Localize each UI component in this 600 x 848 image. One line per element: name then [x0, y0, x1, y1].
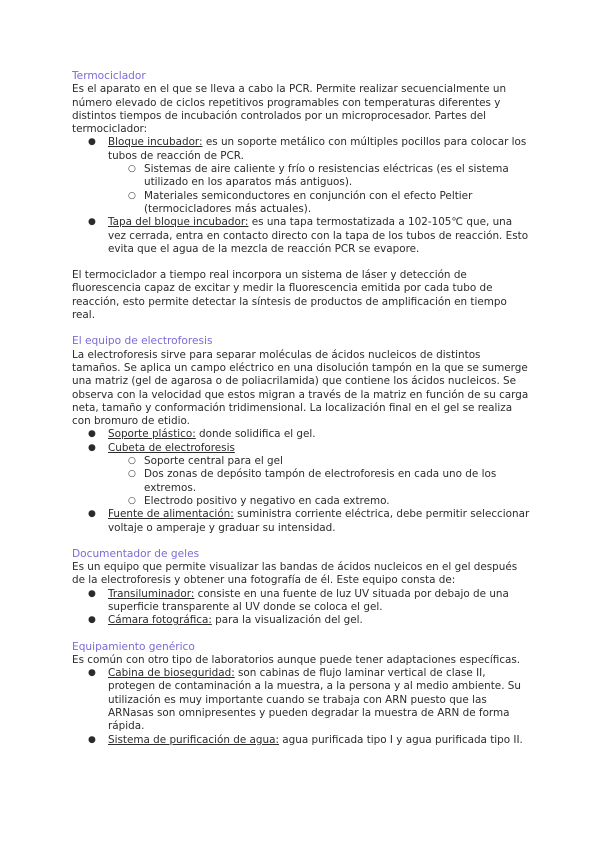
termociclador-realtime: El termociclador a tiempo real incorpora un sistema de láser y detección de fluorescencia capaz de excitar y medir la fluorescencia emitida por cada tubo de reacción, esto permite detectar la síntesis de productos de amplificación en tiempo real. — [72, 269, 507, 322]
text-bloque: es un soporte metálico con múltiples pocillos para colocar los tubos de reacción de PCR. — [108, 136, 527, 162]
sub-text: Materiales semiconductores en conjunción con el efecto Peltier (termocicladores más actuales). — [144, 189, 473, 215]
term-bloque: Bloque incubador: — [108, 136, 203, 149]
list-item-soporte — [72, 428, 532, 441]
bullet-icon: ● — [88, 429, 96, 440]
sub-item-cubeta-3 — [72, 495, 532, 508]
circle-bullet-icon: ○ — [128, 190, 136, 201]
term-transiluminador: Transiluminador: — [108, 587, 195, 600]
sub-text: Soporte central para el gel — [144, 455, 283, 468]
bullet-icon: ● — [88, 217, 96, 228]
generico-list — [72, 667, 532, 747]
list-item-cubeta — [72, 442, 532, 455]
bullet-icon: ● — [88, 137, 96, 148]
electroforesis-list — [72, 428, 532, 534]
list-item-tapa — [72, 216, 532, 256]
sub-text: Sistemas de aire caliente y frío o resistencias eléctricas (es el sistema utilizado en los aparatos más antiguos). — [144, 163, 509, 189]
list-item-bloque — [72, 136, 532, 163]
text-cabina: son cabinas de flujo laminar vertical de clase II, protegen de contaminación a la muestra, a la persona y al medio ambiente. Su utilización es muy importante cuando se trabaja con ARN puesto que las ARNasas son omnipresentes y pueden degradar la muestra de ARN de forma rápida. — [108, 667, 521, 733]
document-page — [72, 70, 532, 747]
heading-termociclador: Termociclador — [72, 70, 146, 82]
list-item-transiluminador — [72, 588, 532, 615]
sub-text: Dos zonas de depósito tampón de electroforesis en cada uno de los extremos. — [144, 468, 497, 494]
circle-bullet-icon: ○ — [128, 469, 136, 480]
sub-item-bloque-1 — [72, 163, 532, 190]
sub-item-cubeta-2 — [72, 468, 532, 495]
termociclador-parts-list — [72, 136, 532, 256]
documentador-list — [72, 588, 532, 628]
text-camara: para la visualización del gel. — [211, 614, 363, 627]
term-tapa: Tapa del bloque incubador: — [108, 216, 249, 229]
termociclador-intro: Es el aparato en el que se lleva a cabo la PCR. Permite realizar secuencialmente un número elevado de ciclos repetitivos programables con temperaturas diferentes y distintos tiempos de incubación controlados por un microprocesador. Partes del termociclador: — [72, 83, 507, 136]
term-cubeta: Cubeta de electroforesis — [108, 441, 235, 454]
term-soporte: Soporte plástico: — [108, 428, 196, 441]
list-item-camara — [72, 614, 532, 627]
text-agua: agua purificada tipo I y agua purificada tipo II. — [278, 733, 523, 746]
circle-bullet-icon: ○ — [128, 164, 136, 175]
list-item-fuente — [72, 508, 532, 535]
text-soporte: donde solidifica el gel. — [195, 428, 316, 441]
heading-generico: Equipamiento genérico — [72, 640, 195, 653]
term-camara: Cámara fotográfica: — [108, 614, 212, 627]
text-tapa: es una tapa termostatizada a 102-105℃ que, una vez cerrada, entra en contacto directo con la tapa de los tubos de reacción. Esto evita que el agua de la mezcla de reacción PCR se evapore. — [108, 216, 529, 255]
sub-item-bloque-2 — [72, 190, 532, 217]
bullet-icon: ● — [88, 615, 96, 626]
list-item-agua — [72, 734, 532, 747]
heading-electroforesis: El equipo de electroforesis — [72, 335, 213, 348]
circle-bullet-icon: ○ — [128, 456, 136, 467]
bullet-icon: ● — [88, 442, 96, 453]
circle-bullet-icon: ○ — [128, 495, 136, 506]
list-item-cabina — [72, 667, 532, 733]
generico-intro: Es común con otro tipo de laboratorios aunque puede tener adaptaciones específicas. — [72, 653, 521, 666]
bullet-icon: ● — [88, 509, 96, 520]
documentador-intro: Es un equipo que permite visualizar las bandas de ácidos nucleicos en el gel después de la electroforesis y obtener una fotografía de él. Este equipo consta de: — [72, 561, 518, 587]
term-agua: Sistema de purificación de agua: — [108, 733, 279, 746]
sub-item-cubeta-1 — [72, 455, 532, 468]
bullet-icon: ● — [88, 588, 96, 599]
bullet-icon: ● — [88, 668, 96, 679]
term-fuente: Fuente de alimentación: — [108, 508, 234, 521]
sub-text: Electrodo positivo y negativo en cada extremo. — [144, 494, 390, 507]
text-transiluminador: consiste en una fuente de luz UV situada por debajo de una superficie transparente al UV donde se coloca el gel. — [108, 587, 509, 613]
term-cabina: Cabina de bioseguridad: — [108, 667, 235, 680]
bullet-icon: ● — [88, 734, 96, 745]
text-fuente: suministra corriente eléctrica, debe permitir seleccionar voltaje o amperaje y graduar su intensidad. — [108, 508, 530, 534]
electroforesis-intro: La electroforesis sirve para separar moléculas de ácidos nucleicos de distintos tamaños. Se aplica un campo eléctrico en una disolución tampón en la que se sumerge una matriz (gel de agarosa o de poliacrilamida) que contiene los ácidos nucleicos. Se observa con la velocidad que estos migran a través de la matriz en función de su carga neta, tamaño y conformación tridimensional. La localización final en el gel se realiza con bromuro de etidio. — [72, 348, 529, 428]
heading-documentador: Documentador de geles — [72, 547, 200, 560]
